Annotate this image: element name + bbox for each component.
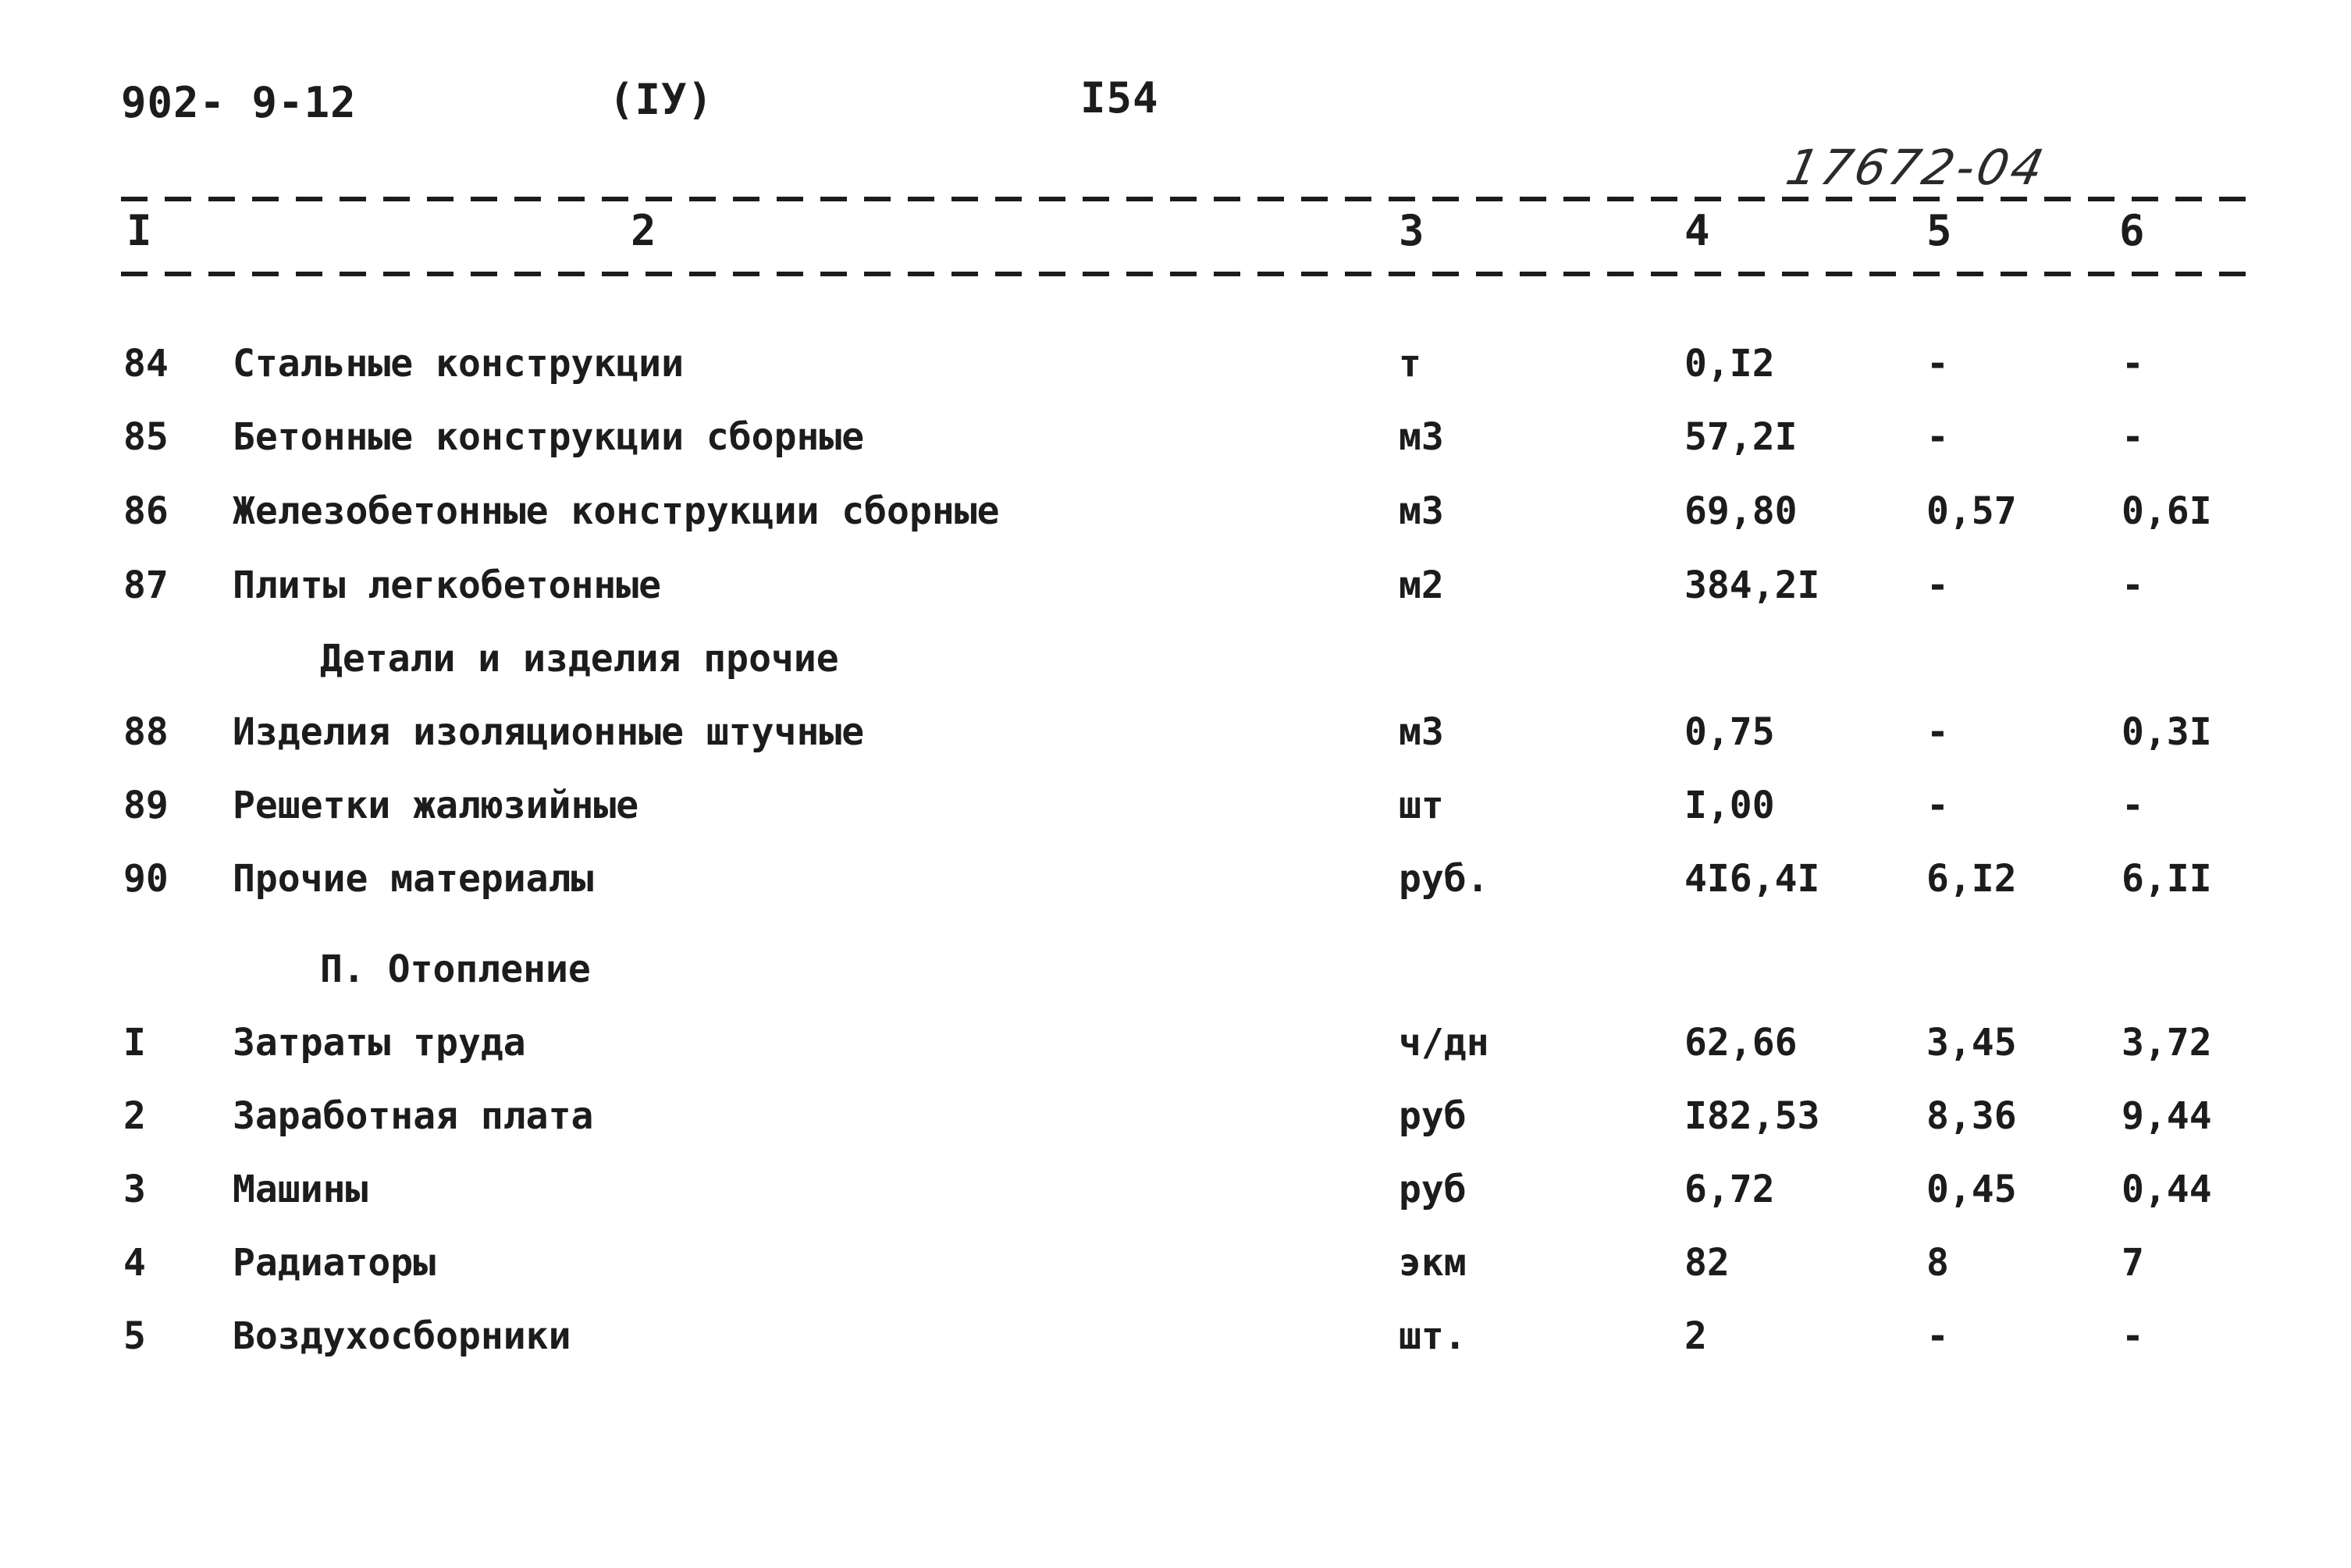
row-number: 89 [123,784,169,827]
row-number: 87 [123,564,169,607]
row-col6: 7 [2122,1241,2144,1285]
row-col6: 6,II [2122,857,2212,901]
row-col6: - [2122,1314,2144,1358]
row-name: Затраты труда [233,1021,526,1065]
table-row [0,1021,2351,1083]
row-unit: экм [1399,1241,1467,1285]
row-col6: 0,6I [2122,489,2212,533]
row-col5: 3,45 [1926,1021,2017,1065]
row-number: 86 [123,489,169,533]
column-header-1: I [126,206,152,255]
table-row [0,1094,2351,1157]
row-col4: 62,66 [1684,1021,1798,1065]
row-name: Заработная плата [233,1094,594,1138]
row-col6: - [2122,415,2144,459]
section-heading: Детали и изделия прочие [320,637,839,681]
row-col4: 57,2I [1684,415,1798,459]
row-unit: руб [1399,1168,1467,1211]
row-name: Прочие материалы [233,857,594,901]
row-name: Воздухосборники [233,1314,571,1358]
row-col4: 2 [1684,1314,1707,1358]
row-name: Плиты легкобетонные [233,564,662,607]
table-row [0,489,2351,552]
table-row [0,784,2351,846]
row-unit: м3 [1399,415,1444,459]
column-header-3: 3 [1399,206,1424,255]
row-unit: руб. [1399,857,1489,901]
row-number: 4 [123,1241,146,1285]
row-col5: - [1926,1314,1949,1358]
column-header-4: 4 [1684,206,1710,255]
row-col5: - [1926,784,1949,827]
row-name: Радиаторы [233,1241,436,1285]
row-number: 3 [123,1168,146,1211]
row-col6: 3,72 [2122,1021,2212,1065]
row-number: 90 [123,857,169,901]
handwritten-note: 17672-04 [1781,139,2052,196]
row-col4: I82,53 [1684,1094,1820,1138]
row-number: 85 [123,415,169,459]
row-col5: - [1926,342,1949,386]
row-number: 88 [123,710,169,754]
row-unit: м3 [1399,710,1444,754]
table-top-dashed-rule [121,197,2260,201]
table-row [0,1241,2351,1303]
row-col6: 0,44 [2122,1168,2212,1211]
row-number: 84 [123,342,169,386]
row-unit: м3 [1399,489,1444,533]
row-unit: шт [1399,784,1444,827]
row-number: 5 [123,1314,146,1358]
row-col5: 8 [1926,1241,1949,1285]
row-col5: 6,I2 [1926,857,2017,901]
row-name: Машины [233,1168,368,1211]
row-col4: 4I6,4I [1684,857,1820,901]
document-code: 902- 9-12 [121,78,357,127]
table-header-dashed-rule [121,272,2260,276]
row-name: Решетки жалюзийные [233,784,639,827]
row-unit: м2 [1399,564,1444,607]
row-col5: - [1926,710,1949,754]
column-header-2: 2 [631,206,656,255]
row-unit: ч/дн [1399,1021,1489,1065]
section-heading: П. Отопление [320,948,591,991]
row-col6: - [2122,342,2144,386]
row-col5: - [1926,415,1949,459]
table-row [0,564,2351,626]
row-col5: 0,57 [1926,489,2017,533]
table-row [0,1314,2351,1377]
row-col4: 384,2I [1684,564,1820,607]
row-name: Бетонные конструкции сборные [233,415,865,459]
row-col6: - [2122,564,2144,607]
table-row [0,710,2351,773]
table-row [0,857,2351,919]
row-col6: 9,44 [2122,1094,2212,1138]
row-col6: - [2122,784,2144,827]
table-row [0,1168,2351,1230]
row-name: Стальные конструкции [233,342,684,386]
table-row [0,342,2351,404]
row-col4: 82 [1684,1241,1730,1285]
column-header-5: 5 [1926,206,1952,255]
row-col5: 0,45 [1926,1168,2017,1211]
column-header-6: 6 [2119,206,2145,255]
row-col4: 0,75 [1684,710,1775,754]
row-col4: 6,72 [1684,1168,1775,1211]
row-name: Железобетонные конструкции сборные [233,489,1000,533]
row-unit: т [1399,342,1421,386]
row-number: I [123,1021,146,1065]
row-col4: 0,I2 [1684,342,1775,386]
row-unit: шт. [1399,1314,1467,1358]
row-col4: 69,80 [1684,489,1798,533]
row-col6: 0,3I [2122,710,2212,754]
row-col5: - [1926,564,1949,607]
page-number: I54 [1080,73,1159,123]
row-name: Изделия изоляционные штучные [233,710,865,754]
table-row [0,415,2351,478]
row-col4: I,00 [1684,784,1775,827]
row-number: 2 [123,1094,146,1138]
row-col5: 8,36 [1926,1094,2017,1138]
row-unit: руб [1399,1094,1467,1138]
document-part: (IУ) [609,75,714,124]
